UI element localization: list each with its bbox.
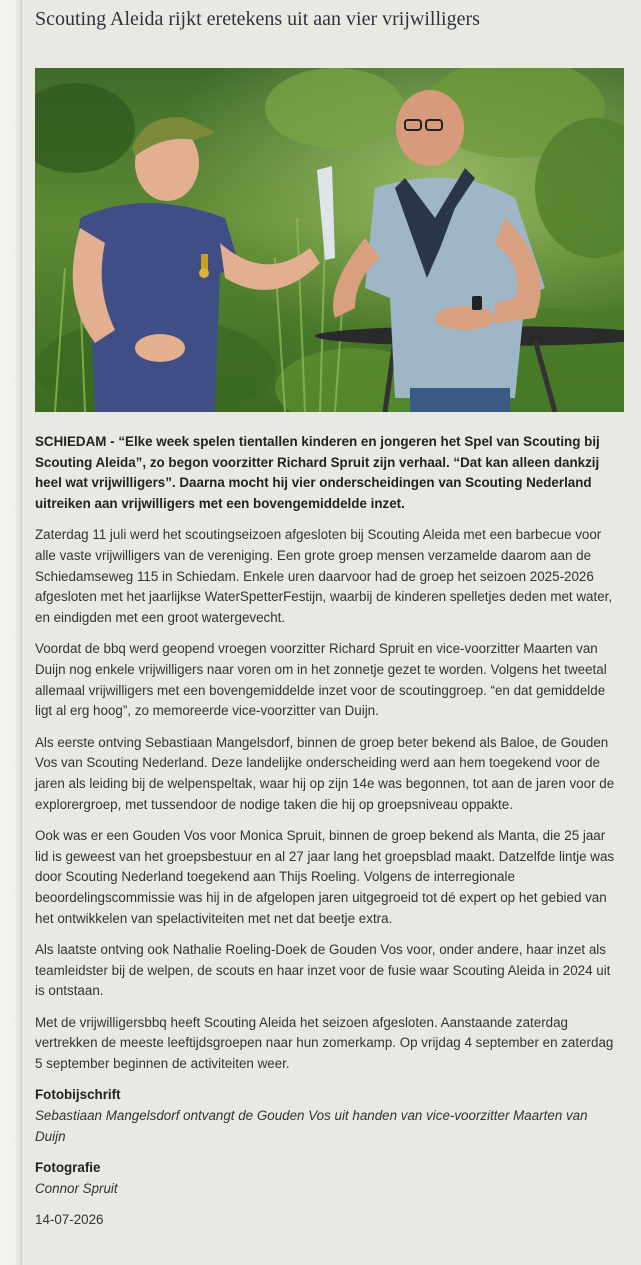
- photo-caption: Sebastiaan Mangelsdorf ontvangt de Gouden Vos uit handen van vice-voorzitter Maarten van Duijn: [35, 1107, 588, 1144]
- article-paragraph-2: Voordat de bbq werd geopend vroegen voorzitter Richard Spruit en vice-voorzitter Maarten van Duijn nog enkele vrijwilligers naar voren om in het zonnetje gezet te worden. Volgens het tweetal allemaal vrijwilligers met een bovengemiddelde inzet voor de scoutinggroep. “en dat gemiddelde ligt al erg hoog”, zo memoreerde vice-voorzitter van Duijn.: [35, 641, 607, 719]
- caption-label: Fotobijschrift: [35, 1087, 121, 1103]
- photographer-name: Connor Spruit: [35, 1180, 118, 1196]
- photography-label: Fotografie: [35, 1159, 101, 1175]
- article-photo: [35, 68, 624, 412]
- article-title: Scouting Aleida rijkt eretekens uit aan vier vrijwilligers: [35, 8, 480, 30]
- article-body: [35, 432, 620, 1241]
- article-paragraph-4: Ook was er een Gouden Vos voor Monica Spruit, binnen de groep bekend als Manta, die 25 jaar lid is geweest van het groepsbestuur en al 27 jaar lang het groepsblad maakt. Datzelfde lintje was door Scouting Nederland toegekend aan Thijs Roeling. Volgens de interregionale beoordelingscommissie was hij in de afgelopen jaren uitgegroeid tot dé expert op het gebied van het ontwikkelen van spelactiviteiten met net dat beetje extra.: [35, 827, 615, 926]
- article-paragraph-6: Met de vrijwilligersbbq heeft Scouting Aleida het seizoen afgesloten. Aanstaande zaterdag vertrekken de meeste leeftijdsgroepen naar hun zomerkamp. Op vrijdag 4 september en zaterdag 5 september beginnen de activiteiten weer.: [35, 1014, 614, 1071]
- article-paragraph-5: Als laatste ontving ook Nathalie Roeling-Doek de Gouden Vos voor, onder andere, haar inzet als teamleidster bij de welpen, de scouts en haar inzet voor de fusie waar Scouting Aleida in 2024 uit is ontstaan.: [35, 941, 611, 999]
- article-paragraph-1: Zaterdag 11 juli werd het scoutingseizoen afgesloten bij Scouting Aleida met een barbecue voor alle vaste vrijwilligers van de vereniging. Een grote groep mensen verzamelde daarom aan de Schiedamseweg 115 in Schiedam. Enkele uren daarvoor had de groep het seizoen 2025-2026 afgesloten met het jaarlijkse WaterSpetterFestijn, waarbij de kinderen spelletjes deden met water, en eindigden met een groot watergevecht.: [35, 527, 613, 626]
- article-lead: SCHIEDAM - “Elke week spelen tientallen kinderen en jongeren het Spel van Scouting bij Scouting Aleida”, zo begon voorzitter Richard Spruit zijn verhaal. “Dat kan alleen dankzij heel wat vrijwilligers”. Daarna mocht hij vier onderscheidingen van Scouting Nederland uitreiken aan vrijwilligers met een bovengemiddelde inzet.: [35, 434, 600, 512]
- article-paragraph-3: Als eerste ontving Sebastiaan Mangelsdorf, binnen de groep beter bekend als Baloe, de Gouden Vos van Scouting Nederland. Deze landelijke onderscheiding werd aan hem toegekend voor de jaren als leiding bij de welpenspeltak, waar hij op zijn 14e was begonnen, tot aan de jaren voor de explorergroep, met tussendoor de nodige taken die hij op groepsniveau oppakte.: [35, 734, 615, 812]
- article-date: 14-07-2026: [35, 1211, 104, 1227]
